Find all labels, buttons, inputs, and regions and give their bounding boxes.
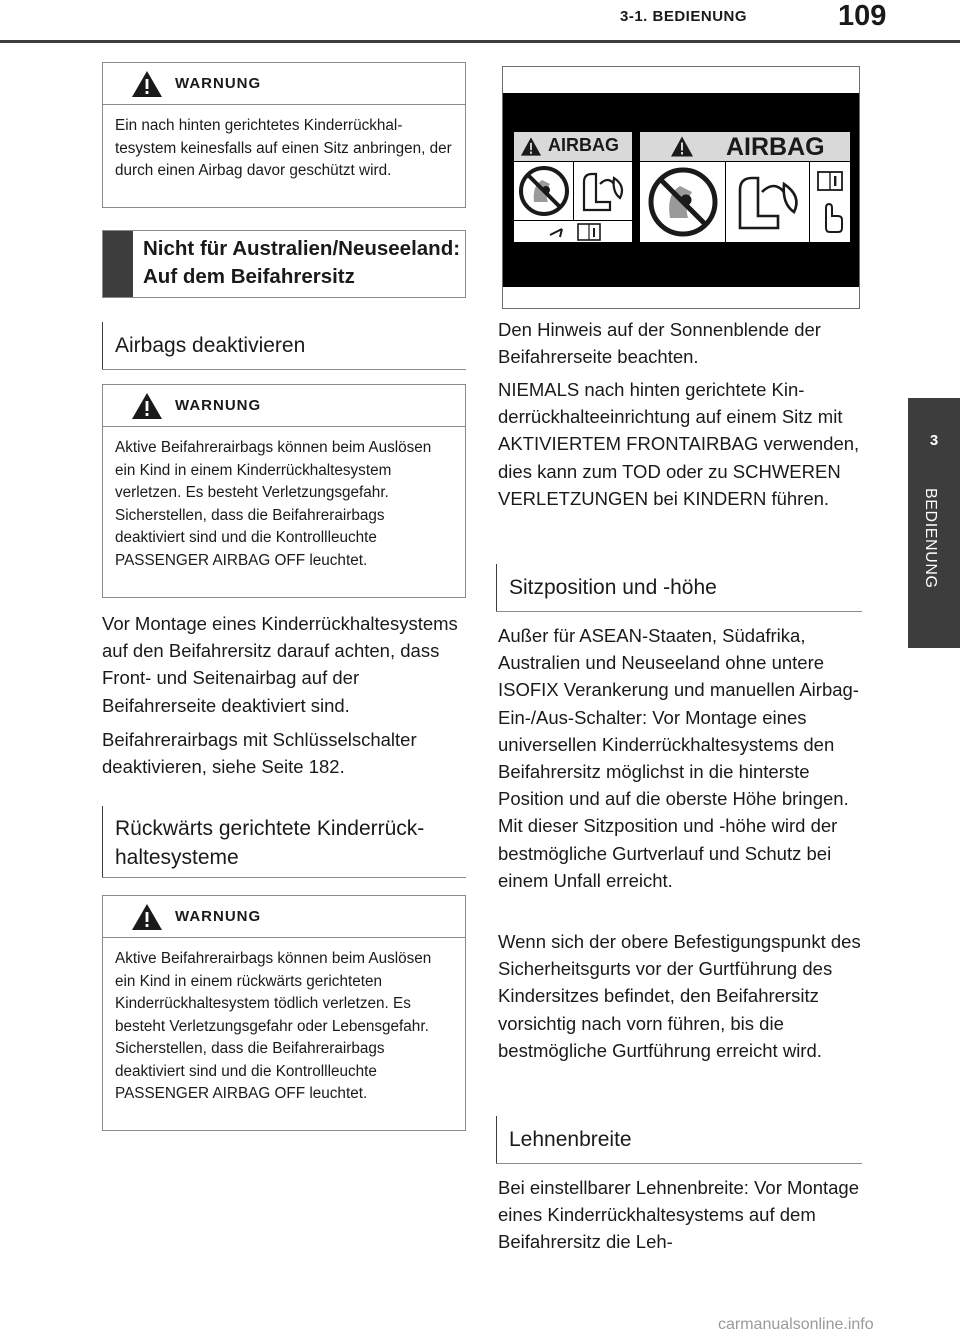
- section-bar-accent: [103, 231, 133, 297]
- section-heading-seat-position: [496, 564, 717, 612]
- hand-and-manual-icon: [514, 221, 632, 243]
- section-heading-text: Rückwärts gerichtete Kinderrückhaltesysteme: [115, 817, 425, 869]
- section-heading-text: Airbags deaktivieren: [115, 334, 306, 357]
- paragraph-before-mounting: Vor Montage eines Kinderrückhaltesystems auf den Beifahrersitz darauf achten, dass Front- und Seitenairbag auf der Beifahrerseite deaktiviert sind.: [102, 613, 458, 716]
- warning-triangle-icon: [520, 136, 542, 157]
- section-heading-rule: [496, 611, 862, 612]
- warning-box: [102, 384, 466, 598]
- section-heading-backrest: [496, 1116, 632, 1164]
- paragraph-key-switch: Beifahrerairbags mit Schlüsselschalter deaktivieren, siehe Seite 182.: [102, 729, 417, 778]
- large-label-header: [640, 132, 850, 162]
- seat-airbag-icon: [574, 162, 632, 220]
- chapter-side-tab: [908, 398, 960, 648]
- small-label-text: AIRBAG: [548, 135, 619, 155]
- label-cell: [574, 162, 632, 220]
- page-number: 109: [838, 0, 887, 32]
- manual-and-hand-icon: [810, 162, 850, 242]
- watermark: carmanualsonline.info: [718, 1316, 874, 1333]
- warning-title: WARNUNG: [175, 397, 262, 414]
- warning-title: WARNUNG: [175, 75, 262, 92]
- label-cell: [726, 162, 810, 242]
- section-heading-rule: [102, 369, 466, 370]
- label-cell: [514, 220, 632, 242]
- sun-visor-background: [503, 93, 859, 287]
- warning-triangle-icon: [131, 391, 163, 421]
- warning-header: [103, 896, 465, 938]
- chapter-title: 3-1. BEDIENUNG: [620, 8, 748, 25]
- warning-text: Aktive Beifahrerairbags können beim Auslösen ein Kind in einem rückwärts gerichteten Kinderrückhaltesystem tödlich verletzen. Es besteht Verletzungsgefahr oder Lebensgefahr. Sicherstellen, dass die Beifahrerairbags deaktiviert sind und die Kontrollleuchte PASSENGER AIRBAG OFF leuchtet.: [115, 950, 432, 1102]
- header-rule: [0, 40, 960, 43]
- small-airbag-label: [513, 131, 633, 243]
- warning-title: WARNUNG: [175, 908, 262, 925]
- warning-box: [102, 895, 466, 1131]
- chapter-side-number: 3: [929, 432, 939, 449]
- section-heading-rule: [496, 1163, 862, 1164]
- label-cell: [810, 162, 850, 242]
- section-heading-airbags: [102, 322, 306, 370]
- no-rear-facing-seat-icon: [640, 162, 726, 242]
- warning-box: [102, 62, 466, 208]
- paragraph-backrest: Bei einstellbarer Lehnenbreite: Vor Montage eines Kinderrückhaltesystems auf dem Beifahrersitz die Leh-: [498, 1177, 859, 1253]
- seat-airbag-icon: [726, 162, 810, 242]
- airbag-label-illustration: [502, 66, 860, 309]
- large-airbag-label: [639, 131, 851, 243]
- chapter-side-label: BEDIENUNG: [922, 488, 939, 589]
- warning-text: Aktive Beifahrerairbags können beim Auslösen ein Kind in einem Kinderrückhaltesystem verletzen. Es besteht Verletzungsgefahr. Sicherstellen, dass die Beifahrerairbags deaktiviert sind und die Kontrollleuchte PASSENGER AIRBAG OFF leuchtet.: [115, 439, 432, 569]
- paragraph-anchor: Wenn sich der obere Befestigungspunkt des Sicherheitsgurts vor der Gurtführung des Kindersitzes befindet, den Beifahrersitz vorsichtig nach vorn führen, bis die bestmögliche Gurtführung erreicht wird.: [498, 931, 861, 1061]
- warning-header: [103, 385, 465, 427]
- section-heading-rule: [102, 877, 466, 878]
- warning-text: Ein nach hinten gerichtetes Kinderrückhaltesystem keinesfalls auf einen Sitz anbringen, der durch einen Airbag davor geschützt wird.: [115, 117, 452, 179]
- warning-triangle-icon: [131, 69, 163, 99]
- section-bar: [102, 230, 466, 298]
- large-label-text: AIRBAG: [726, 133, 825, 161]
- paragraph-never: NIEMALS nach hinten gerichtete Kinderrückhalteeinrichtung auf einem Sitz mit AKTIVIERTEM FRONTAIRBAG verwenden, dies kann zum TOD oder zu SCHWEREN VERLETZUNGEN bei KINDERN führen.: [498, 379, 860, 509]
- no-rear-facing-seat-icon: [514, 162, 574, 220]
- section-heading-text: Sitzposition und -höhe: [509, 576, 717, 599]
- section-heading-rear-facing: [102, 806, 425, 878]
- label-cell: [514, 162, 574, 220]
- warning-triangle-icon: [670, 135, 694, 158]
- small-label-header: [514, 132, 632, 162]
- paragraph-except: Außer für ASEAN-Staaten, Südafrika, Australien und Neuseeland ohne untere ISOFIX Verankerung und manuellen Airbag-Ein-/Aus-Schalter: Vor Montage eines universellen Kinderrückhaltesystems den Beifahrersitz möglichst in die hinterste Position und auf die oberste Höhe bringen. Mit dieser Sitzposition und -höhe wird der bestmögliche Gurtverlauf und Schutz bei einem Unfall erreicht.: [498, 625, 859, 891]
- paragraph-sun-visor: Den Hinweis auf der Sonnenblende der Beifahrerseite beachten.: [498, 319, 821, 368]
- section-bar-title: Nicht für Australien/Neuseeland: Auf dem Beifahrersitz: [143, 237, 461, 288]
- warning-header: [103, 63, 465, 105]
- warning-triangle-icon: [131, 902, 163, 932]
- label-cell: [640, 162, 726, 242]
- section-heading-text: Lehnenbreite: [509, 1128, 632, 1151]
